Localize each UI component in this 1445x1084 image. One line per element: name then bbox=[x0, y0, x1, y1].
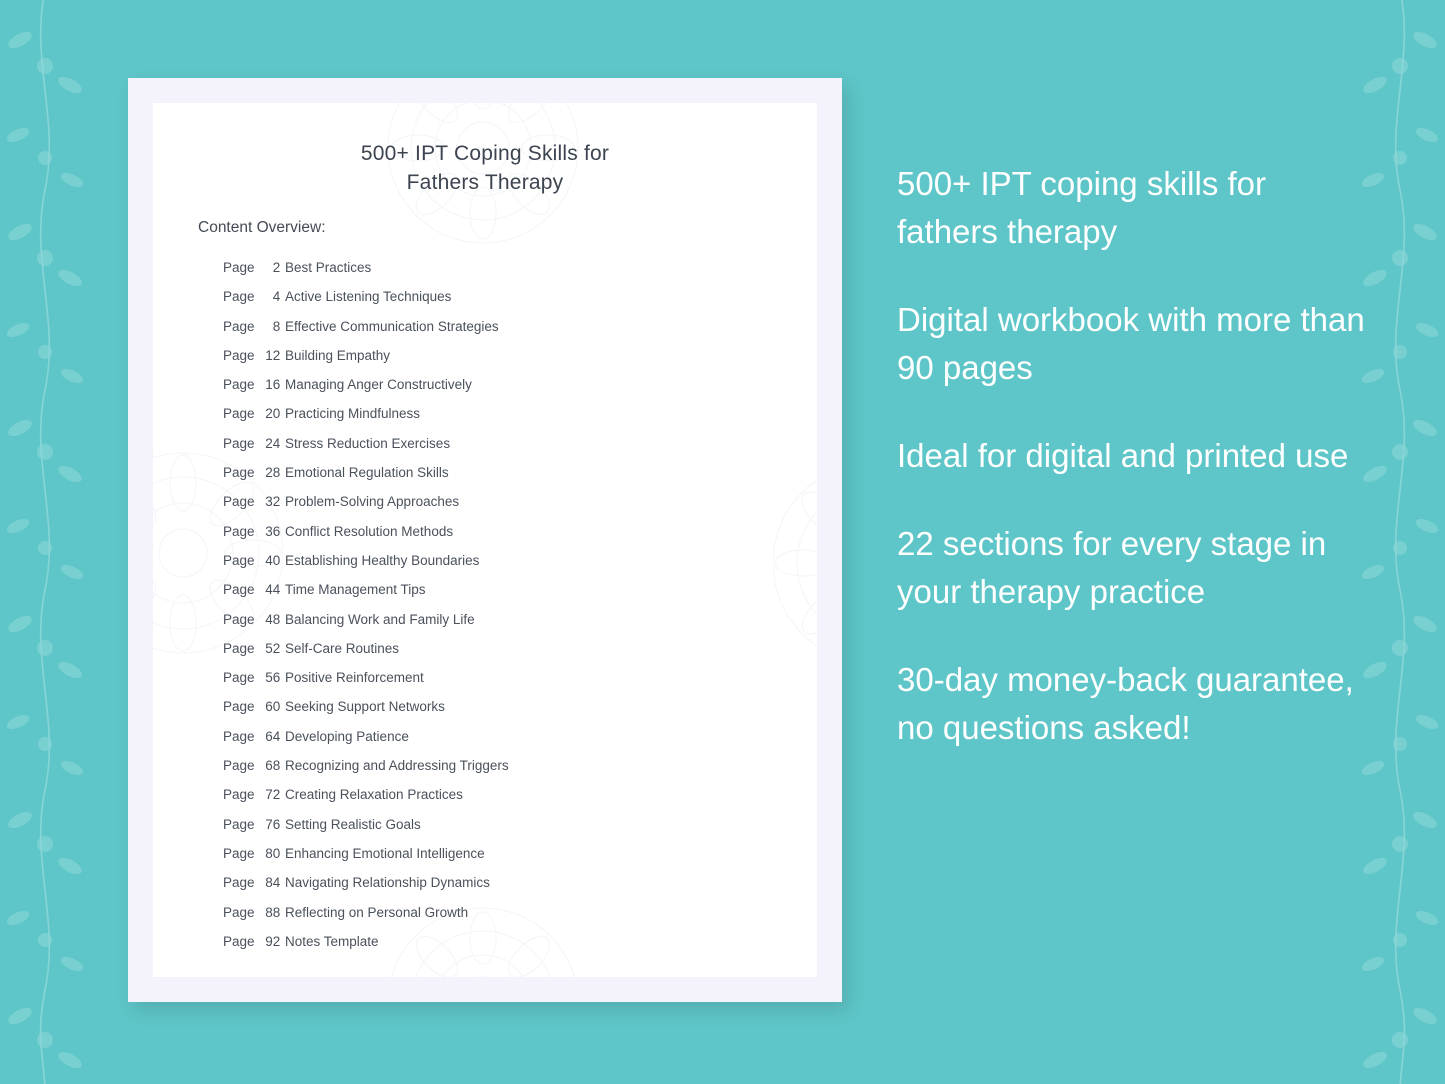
marketing-line: Ideal for digital and printed use bbox=[897, 437, 1349, 474]
toc-entry-label: Developing Patience bbox=[285, 728, 409, 744]
toc-row bbox=[223, 868, 797, 897]
toc-page-number bbox=[223, 605, 285, 634]
toc-page-value: 80 bbox=[265, 845, 281, 861]
toc-page-number bbox=[223, 780, 285, 809]
toc-page-word: Page bbox=[223, 816, 255, 832]
toc-entry-label: Managing Anger Constructively bbox=[285, 377, 472, 393]
toc-row bbox=[223, 370, 797, 399]
toc-row bbox=[223, 312, 797, 341]
toc-page-value: 36 bbox=[265, 523, 281, 539]
marketing-line: 30-day money-back guarantee, no questions asked! bbox=[897, 661, 1354, 746]
toc-page-number bbox=[223, 458, 285, 487]
toc-row bbox=[223, 253, 797, 282]
toc-entry-label: Creating Relaxation Practices bbox=[285, 787, 463, 803]
toc-page-word: Page bbox=[223, 933, 255, 949]
page-title-line-2: Fathers Therapy bbox=[406, 171, 564, 194]
toc-entry-label: Time Management Tips bbox=[285, 582, 426, 598]
toc-entry-label: Navigating Relationship Dynamics bbox=[285, 875, 490, 891]
toc-page-number bbox=[223, 517, 285, 546]
toc-page-number bbox=[223, 868, 285, 897]
page-title bbox=[153, 139, 817, 197]
toc-entry-label: Self-Care Routines bbox=[285, 640, 400, 656]
toc-page-value: 44 bbox=[265, 582, 281, 598]
toc-page-word: Page bbox=[223, 640, 255, 656]
page-title-line-1: 500+ IPT Coping Skills for bbox=[360, 142, 610, 165]
toc-page-word: Page bbox=[223, 845, 255, 861]
toc-page-number bbox=[223, 253, 285, 282]
toc-entry-label: Seeking Support Networks bbox=[285, 699, 445, 715]
toc-entry-label: Active Listening Techniques bbox=[285, 289, 452, 305]
toc-page-number bbox=[223, 370, 285, 399]
marketing-copy bbox=[897, 160, 1367, 752]
toc-page-number bbox=[223, 399, 285, 428]
workbook-page bbox=[153, 103, 817, 977]
toc-page-value: 88 bbox=[265, 904, 281, 920]
toc-row bbox=[223, 341, 797, 370]
toc-page-number bbox=[223, 898, 285, 927]
toc-row bbox=[223, 898, 797, 927]
toc-page-word: Page bbox=[223, 728, 255, 744]
toc-page-number bbox=[223, 282, 285, 311]
content-overview-label: Content Overview: bbox=[198, 219, 326, 236]
toc-entry-label: Practicing Mindfulness bbox=[285, 406, 421, 422]
toc-row bbox=[223, 546, 797, 575]
toc-row bbox=[223, 487, 797, 516]
floral-border-right bbox=[1355, 0, 1445, 1084]
toc-page-number bbox=[223, 429, 285, 458]
toc-page-value: 24 bbox=[265, 435, 281, 451]
toc-row bbox=[223, 927, 797, 956]
toc-page-word: Page bbox=[223, 611, 255, 627]
toc-page-word: Page bbox=[223, 435, 255, 451]
toc-page-number bbox=[223, 751, 285, 780]
toc-page-value: 28 bbox=[265, 465, 281, 481]
toc-page-number bbox=[223, 692, 285, 721]
toc-page-number bbox=[223, 927, 285, 956]
marketing-line: 22 sections for every stage in your therapy practice bbox=[897, 525, 1327, 610]
toc-page-word: Page bbox=[223, 318, 255, 334]
toc-page-word: Page bbox=[223, 494, 255, 510]
toc-row bbox=[223, 605, 797, 634]
toc-row bbox=[223, 575, 797, 604]
toc-page-number bbox=[223, 546, 285, 575]
toc-page-value: 68 bbox=[265, 758, 281, 774]
toc-entry-label: Establishing Healthy Boundaries bbox=[285, 552, 480, 568]
toc-page-value: 76 bbox=[265, 816, 281, 832]
toc-page-word: Page bbox=[223, 347, 255, 363]
toc-page-word: Page bbox=[223, 465, 255, 481]
toc-page-value: 64 bbox=[265, 728, 281, 744]
toc-page-word: Page bbox=[223, 377, 255, 393]
toc-page-value: 4 bbox=[272, 289, 281, 305]
toc-entry-label: Setting Realistic Goals bbox=[285, 816, 421, 832]
toc-entry-label: Positive Reinforcement bbox=[285, 670, 424, 686]
toc-page-value: 72 bbox=[265, 787, 281, 803]
toc-page-value: 8 bbox=[272, 318, 281, 334]
toc-row bbox=[223, 517, 797, 546]
toc-page-word: Page bbox=[223, 260, 255, 275]
toc-row bbox=[223, 722, 797, 751]
toc-entry-label: Emotional Regulation Skills bbox=[285, 465, 449, 481]
toc-entry-label: Effective Communication Strategies bbox=[285, 318, 499, 334]
toc-page-word: Page bbox=[223, 289, 255, 305]
toc-page-word: Page bbox=[223, 699, 255, 715]
toc-row bbox=[223, 282, 797, 311]
marketing-line: 500+ IPT coping skills for fathers therapy bbox=[897, 165, 1266, 250]
toc-page-value: 16 bbox=[265, 377, 281, 393]
toc-row bbox=[223, 663, 797, 692]
toc-page-number bbox=[223, 663, 285, 692]
toc-page-number bbox=[223, 341, 285, 370]
toc-page-number bbox=[223, 722, 285, 751]
toc-page-number bbox=[223, 634, 285, 663]
marketing-line: Digital workbook with more than 90 pages bbox=[897, 301, 1365, 386]
toc-entry-label: Stress Reduction Exercises bbox=[285, 435, 451, 451]
toc-row bbox=[223, 458, 797, 487]
table-of-contents bbox=[223, 253, 797, 956]
toc-page-value: 40 bbox=[265, 552, 281, 568]
toc-page-word: Page bbox=[223, 787, 255, 803]
toc-page-number bbox=[223, 839, 285, 868]
toc-page-value: 60 bbox=[265, 699, 281, 715]
toc-page-word: Page bbox=[223, 552, 255, 568]
toc-page-word: Page bbox=[223, 523, 255, 539]
toc-page-word: Page bbox=[223, 904, 255, 920]
toc-row bbox=[223, 780, 797, 809]
toc-row bbox=[223, 399, 797, 428]
toc-page-number bbox=[223, 312, 285, 341]
toc-row bbox=[223, 429, 797, 458]
toc-entry-label: Building Empathy bbox=[285, 347, 391, 363]
toc-entry-label: Conflict Resolution Methods bbox=[285, 523, 454, 539]
toc-entry-label: Best Practices bbox=[285, 260, 372, 275]
toc-page-word: Page bbox=[223, 406, 255, 422]
toc-page-value: 48 bbox=[265, 611, 281, 627]
toc-page-value: 52 bbox=[265, 640, 281, 656]
toc-page-value: 2 bbox=[272, 260, 281, 275]
toc-page-number bbox=[223, 575, 285, 604]
toc-entry-label: Recognizing and Addressing Triggers bbox=[285, 758, 509, 774]
toc-page-value: 12 bbox=[265, 347, 281, 363]
toc-page-word: Page bbox=[223, 758, 255, 774]
toc-page-number bbox=[223, 810, 285, 839]
toc-page-word: Page bbox=[223, 670, 255, 686]
toc-page-value: 32 bbox=[265, 494, 281, 510]
toc-page-value: 84 bbox=[265, 875, 281, 891]
toc-row bbox=[223, 810, 797, 839]
toc-row bbox=[223, 692, 797, 721]
toc-entry-label: Enhancing Emotional Intelligence bbox=[285, 845, 485, 861]
toc-page-value: 20 bbox=[265, 406, 281, 422]
toc-page-number bbox=[223, 487, 285, 516]
toc-page-value: 56 bbox=[265, 670, 281, 686]
toc-row bbox=[223, 839, 797, 868]
floral-border-left bbox=[0, 0, 90, 1084]
toc-page-value: 92 bbox=[265, 933, 281, 949]
toc-page-word: Page bbox=[223, 582, 255, 598]
toc-row bbox=[223, 634, 797, 663]
toc-entry-label: Balancing Work and Family Life bbox=[285, 611, 475, 627]
toc-entry-label: Reflecting on Personal Growth bbox=[285, 904, 469, 920]
toc-row bbox=[223, 751, 797, 780]
toc-entry-label: Problem-Solving Approaches bbox=[285, 494, 460, 510]
toc-page-word: Page bbox=[223, 875, 255, 891]
toc-entry-label: Notes Template bbox=[285, 933, 379, 949]
